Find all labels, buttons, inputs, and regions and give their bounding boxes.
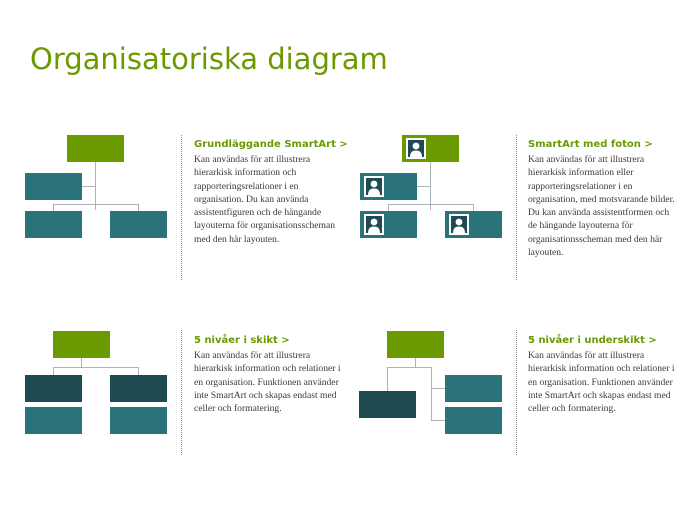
panel-heading-link[interactable]: 5 nivåer i underskikt >	[528, 335, 657, 346]
sub-node-bottom	[445, 407, 502, 434]
dotted-divider	[181, 135, 182, 280]
connector	[53, 204, 138, 205]
person-silhouette-icon	[449, 214, 469, 235]
connector	[388, 204, 389, 211]
person-silhouette-icon	[364, 176, 384, 197]
panel-heading-link[interactable]: SmartArt med foton >	[528, 139, 653, 150]
panel-description: Kan användas för att illustrera hierarkisk information och relationer i en organisation. Funktionen använder inte SmartArt och skapas endast med celler och formatering.	[528, 350, 675, 415]
dotted-divider	[516, 330, 517, 455]
assistant-node	[25, 173, 82, 200]
child-node-left	[360, 211, 417, 238]
person-silhouette-icon	[406, 138, 426, 159]
child-node-left	[25, 211, 82, 238]
connector	[138, 367, 139, 375]
assistant-node	[360, 173, 417, 200]
connector	[431, 388, 445, 389]
panel-description: Kan användas för att illustrera hierarkisk information och relationer i en organisation. Funktionen använder inte SmartArt och skapas endast med celler och formatering.	[194, 350, 341, 415]
connector	[53, 367, 54, 375]
connector	[53, 367, 138, 368]
panel-heading-link[interactable]: 5 nivåer i skikt >	[194, 335, 290, 346]
connector	[388, 204, 473, 205]
top-node	[402, 135, 459, 162]
connector	[431, 420, 445, 421]
child-node-right	[110, 211, 167, 238]
connector	[387, 367, 432, 368]
level-3-node-right	[110, 407, 167, 434]
panel-heading-link[interactable]: Grundläggande SmartArt >	[194, 139, 348, 150]
connector	[473, 204, 474, 211]
sub-node-top	[445, 375, 502, 402]
dotted-divider	[516, 135, 517, 280]
panel-description: Kan användas för att illustrera hierarkisk information eller rapporteringsrelationer i en organisation, med motsvarande bilder. Du kan använda assistentformen och de hängande layouterna för organisationsscheman med den här layouten.	[528, 154, 675, 259]
connector	[138, 204, 139, 211]
level-2-node-left	[25, 375, 82, 402]
level-3-node-left	[25, 407, 82, 434]
panel-description: Kan användas för att illustrera hierarkisk information och rapporteringsrelationer i en organisation. Du kan använda assistentfiguren och de hängande layouterna för organisationsscheman med den här layouten.	[194, 154, 336, 245]
connector	[431, 367, 432, 420]
connector	[417, 186, 431, 187]
child-node-right	[445, 211, 502, 238]
connector	[82, 186, 96, 187]
top-node	[53, 331, 110, 358]
connector	[387, 367, 388, 391]
person-silhouette-icon	[364, 214, 384, 235]
level-2-node-right	[110, 375, 167, 402]
level-2-node	[359, 391, 416, 418]
connector	[53, 204, 54, 211]
top-node	[67, 135, 124, 162]
page-title: Organisatoriska diagram	[30, 42, 388, 76]
dotted-divider	[181, 330, 182, 455]
top-node	[387, 331, 444, 358]
